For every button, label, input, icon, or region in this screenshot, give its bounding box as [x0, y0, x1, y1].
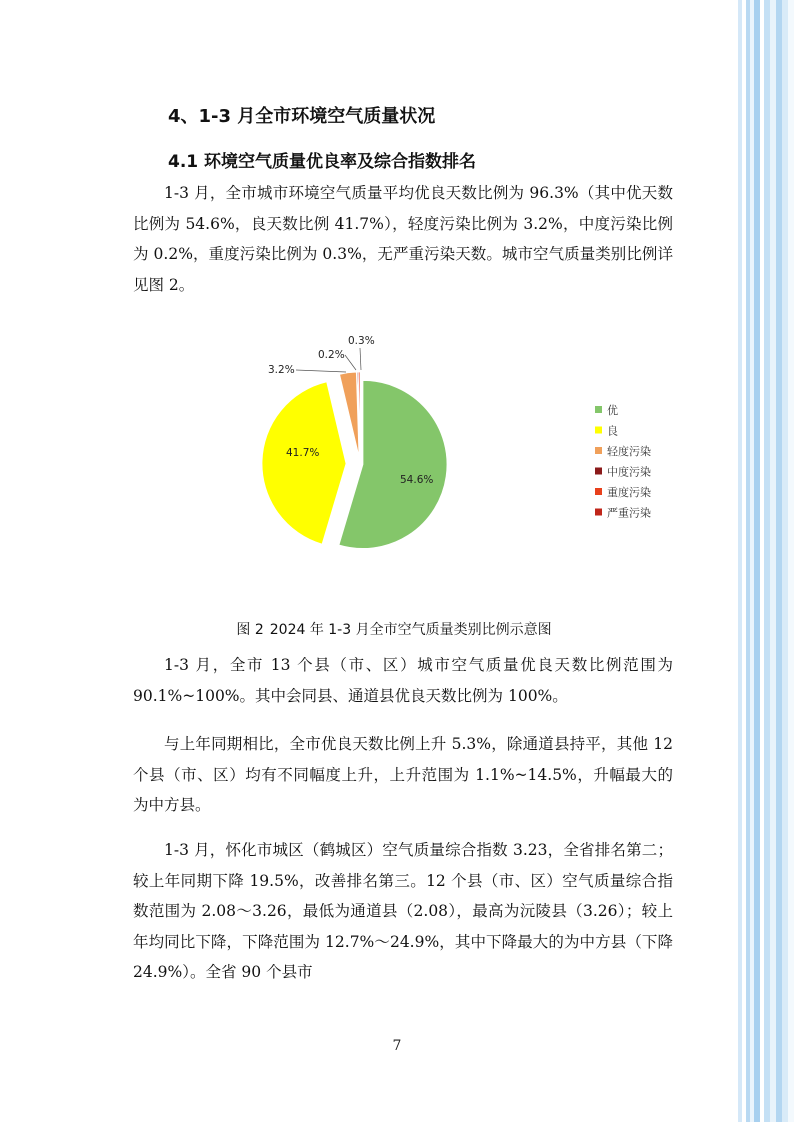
legend-swatch-5 [595, 509, 602, 516]
legend-label-2: 轻度污染 [607, 445, 651, 458]
legend-label-4: 重度污染 [607, 486, 651, 499]
legend-swatch-1 [595, 427, 602, 434]
legend-swatch-3 [595, 468, 602, 475]
leader-line-2 [296, 370, 346, 372]
paragraph-county-range: 1-3 月，全市 13 个县（市、区）城市空气质量优良天数比例范围为 90.1%~100%。其中会同县、通道县优良天数比例为 100%。 [133, 656, 673, 705]
figure-caption-text: 2024 年 1-3 月全市空气质量类别比例示意图 [269, 622, 552, 638]
legend-label-5: 严重污染 [607, 506, 651, 520]
paragraph-composite-index: 1-3 月，怀化市城区（鹤城区）空气质量综合指数 3.23，全省排名第二；较上年同期下降 19.5%，改善排名第三。12 个县（市、区）空气质量综合指数范围为 2.08～3.26，最低为通道县（2.08），最高为沅陵县（3.26）；较上年均同比下降，下降范围为 12.7%～24.9%，其中下降最大的为中方县（下降 24.9%）。全省 90 个县市 [133, 841, 673, 981]
pie-chart [250, 328, 710, 558]
subsection-heading: 4.1 环境空气质量优良率及综合指数排名 [168, 152, 477, 172]
legend-swatch-0 [595, 406, 602, 413]
legend-label-1: 良 [607, 424, 618, 438]
legend-label-0: 优 [607, 404, 618, 417]
pie-label-0: 54.6% [400, 474, 434, 486]
figure-caption [0, 619, 794, 639]
paragraph-summary: 1-3 月，全市城市环境空气质量平均优良天数比例为 96.3%（其中优天数比例为 54.6%，良天数比例 41.7%），轻度污染比例为 3.2%，中度污染比例为 0.2%，重度污染比例为 0.3%，无严重污染天数。城市空气质量类别比例详见图 2。 [133, 184, 673, 294]
pie-chart-svg [250, 328, 710, 558]
leader-line-3 [345, 355, 356, 370]
pie-slice-1 [262, 382, 346, 544]
section-heading: 4、1-3 月全市环境空气质量状况 [168, 106, 436, 127]
legend-label-3: 中度污染 [607, 465, 651, 479]
binding-edge-stripes [734, 0, 794, 1122]
leader-line-4 [360, 348, 361, 370]
page-number: 7 [392, 1038, 402, 1054]
pie-slice-2 [340, 372, 359, 456]
pie-label-2: 3.2% [268, 364, 295, 376]
pie-label-1: 41.7% [286, 447, 320, 459]
legend-swatch-4 [595, 488, 602, 495]
legend-swatch-2 [595, 447, 602, 454]
pie-label-4: 0.3% [348, 335, 375, 347]
paragraph-year-comparison: 与上年同期相比，全市优良天数比例上升 5.3%，除通道县持平，其他 12 个县（市、区）均有不同幅度上升，上升范围为 1.1%~14.5%，升幅最大的为中方县。 [133, 735, 673, 814]
figure-caption-prefix: 图 2 [236, 622, 264, 638]
pie-label-3: 0.2% [318, 349, 345, 361]
